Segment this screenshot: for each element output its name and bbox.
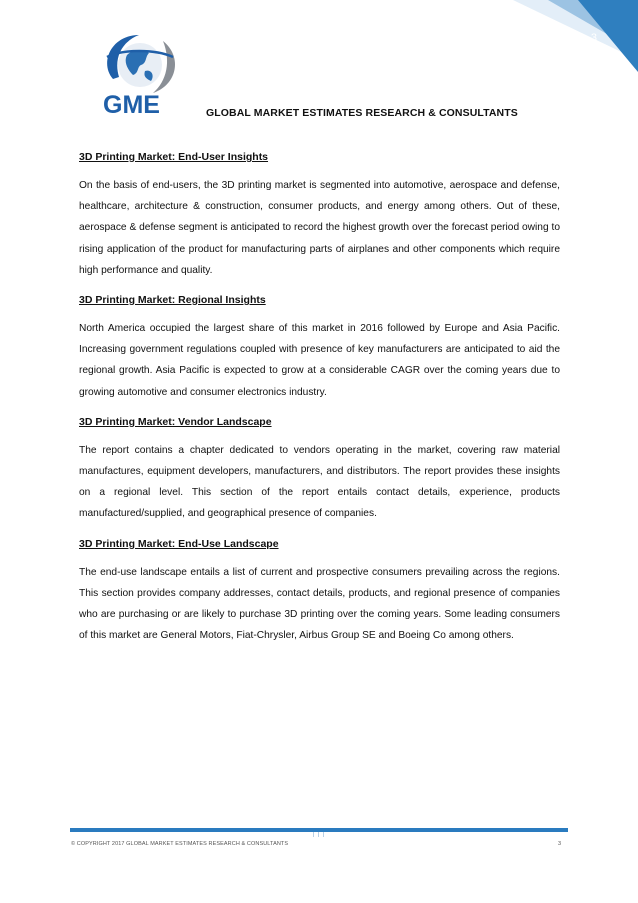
section-body-end-use: The end-use landscape entails a list of current and prospective consumers prevailing across the regions. This section provides company addresses, contact details, products, and regional presence of companies who are purchasing or are likely to purchase 3D printing over the coming years. Some leading consumers of this market are General Motors, Fiat-Chrysler, Airbus Group SE and Boeing Co among others. xyxy=(79,566,560,642)
footer-rule xyxy=(70,828,568,832)
document-body xyxy=(79,150,560,658)
section-heading-end-use: 3D Printing Market: End-Use Landscape xyxy=(79,537,279,550)
section-heading-vendor: 3D Printing Market: Vendor Landscape xyxy=(79,415,272,428)
section-heading-end-user: 3D Printing Market: End-User Insights xyxy=(79,151,269,163)
corner-decoration xyxy=(493,0,638,72)
section-body-end-user: On the basis of end-users, the 3D printing market is segmented into automotive, aerospace and defense, healthcare, architecture & construction, consumer products, and energy among others. Out of these, aerospace & defense segment is anticipated to record the highest growth over the forecast period owing to rising application of the product for manufacturing parts of airplanes and other components which require high performance and quality. xyxy=(79,180,560,276)
header-page-number: 3 xyxy=(590,32,597,44)
page-header-title: GLOBAL MARKET ESTIMATES RESEARCH & CONSULTANTS xyxy=(206,107,518,119)
section-body-regional: North America occupied the largest share of this market in 2016 followed by Europe and Asia Pacific. Increasing government regulations coupled with presence of key manufacturers are anticipated to aid the regional growth. Asia Pacific is expected to grow at a considerable CAGR over the coming years due to growing automotive and consumer electronics industry. xyxy=(79,323,560,398)
footer-copyright: © COPYRIGHT 2017 GLOBAL MARKET ESTIMATES RESEARCH & CONSULTANTS xyxy=(71,841,289,847)
footer-page-number: 3 xyxy=(558,841,562,847)
section-body-vendor: The report contains a chapter dedicated to vendors operating in the market, covering raw material manufactures, equipment developers, manufacturers, and distributors. The report provides these insights on a regional level. This section of the report entails contact details, experience, products manufactured/supplied, and geographical presence of companies. xyxy=(79,444,560,520)
section-heading-regional: 3D Printing Market: Regional Insights xyxy=(79,294,266,307)
gme-logo xyxy=(93,27,185,123)
logo-text: GME xyxy=(103,91,160,119)
